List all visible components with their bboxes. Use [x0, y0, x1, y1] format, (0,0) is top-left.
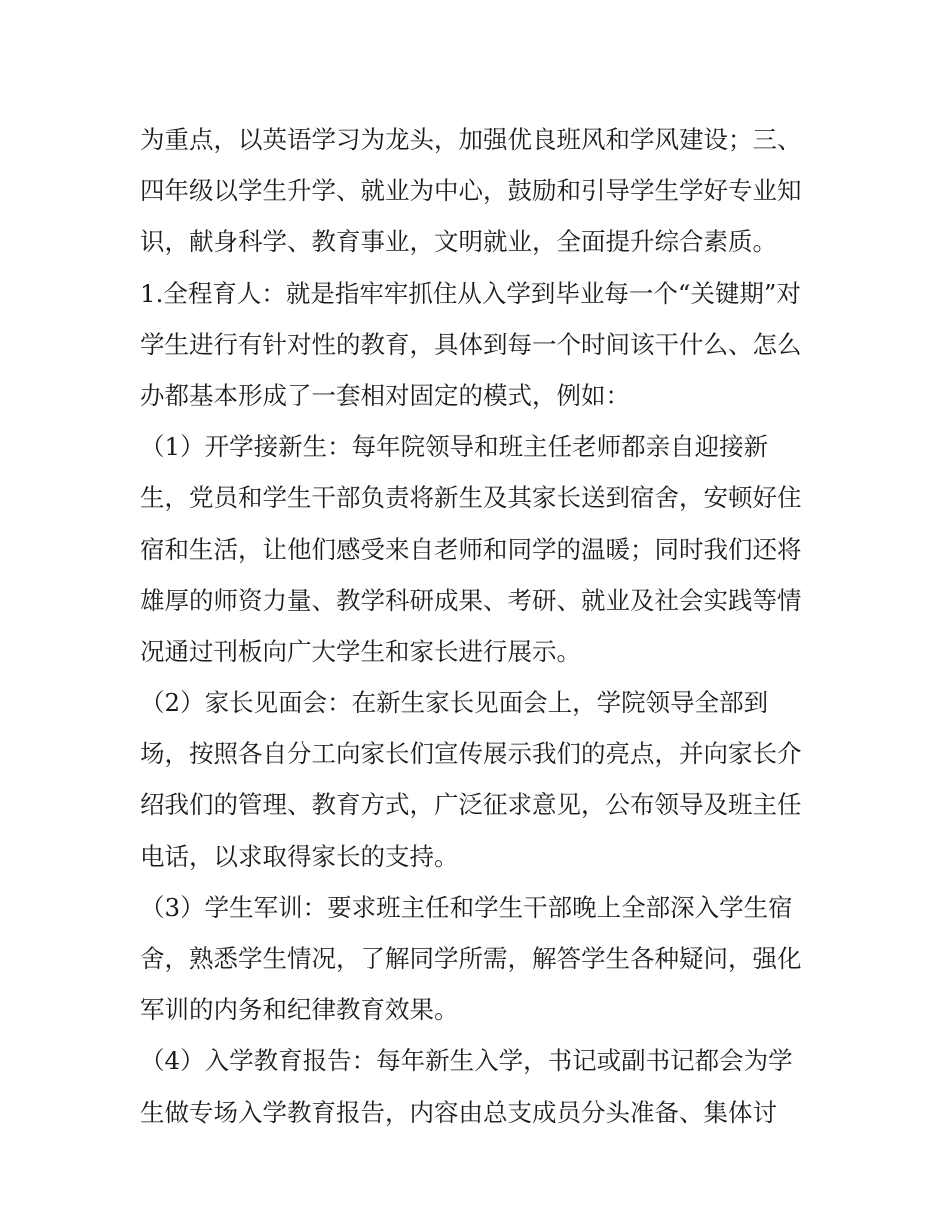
text-line: 学生进行有针对性的教育，具体到每一个时间该干什么、怎么 [140, 329, 802, 359]
text-line: 场，按照各自分工向家长们宣传展示我们的亮点，并向家长介 [140, 739, 802, 769]
text-line: 军训的内务和纪律教育效果。 [140, 995, 459, 1025]
text-line: （3）学生军训：要求班主任和学生干部晚上全部深入学生宿 [140, 892, 793, 922]
text-line: 舍，熟悉学生情况，了解同学所需，解答学生各种疑问，强化 [140, 944, 802, 973]
text-line: 况通过刊板向广大学生和家长进行展示。 [140, 636, 581, 666]
text-line: （2）家长见面会：在新生家长见面会上，学院领导全部到 [140, 688, 769, 718]
document-body [140, 114, 830, 1138]
text-line: （1）开学接新生：每年院领导和班主任老师都亲自迎接新 [140, 432, 769, 462]
text-line: 宿和生活，让他们感受来自老师和同学的温暖；同时我们还将 [140, 534, 802, 564]
text-line: 1.全程育人：就是指牢牢抓住从入学到毕业每一个“关键期”对 [140, 278, 801, 308]
text-line: 识，献身科学、教育事业，文明就业，全面提升综合素质。 [140, 227, 777, 257]
text-line: （4）入学教育报告：每年新生入学，书记或副书记都会为学 [140, 1046, 793, 1076]
text-line: 雄厚的师资力量、教学科研成果、考研、就业及社会实践等情 [140, 585, 802, 615]
text-line: 为重点，以英语学习为龙头，加强优良班风和学风建设；三、 [140, 125, 802, 154]
text-line: 绍我们的管理、教育方式，广泛征求意见，公布领导及班主任 [140, 790, 802, 820]
text-line: 电话，以求取得家长的支持。 [140, 841, 459, 871]
text-line: 办都基本形成了一套相对固定的模式，例如： [140, 380, 630, 410]
text-line: 生做专场入学教育报告，内容由总支成员分头准备、集体讨 [140, 1097, 777, 1127]
text-line: 生，党员和学生干部负责将新生及其家长送到宿舍，安顿好住 [140, 483, 802, 513]
text-line: 四年级以学生升学、就业为中心，鼓励和引导学生学好专业知 [140, 176, 802, 206]
